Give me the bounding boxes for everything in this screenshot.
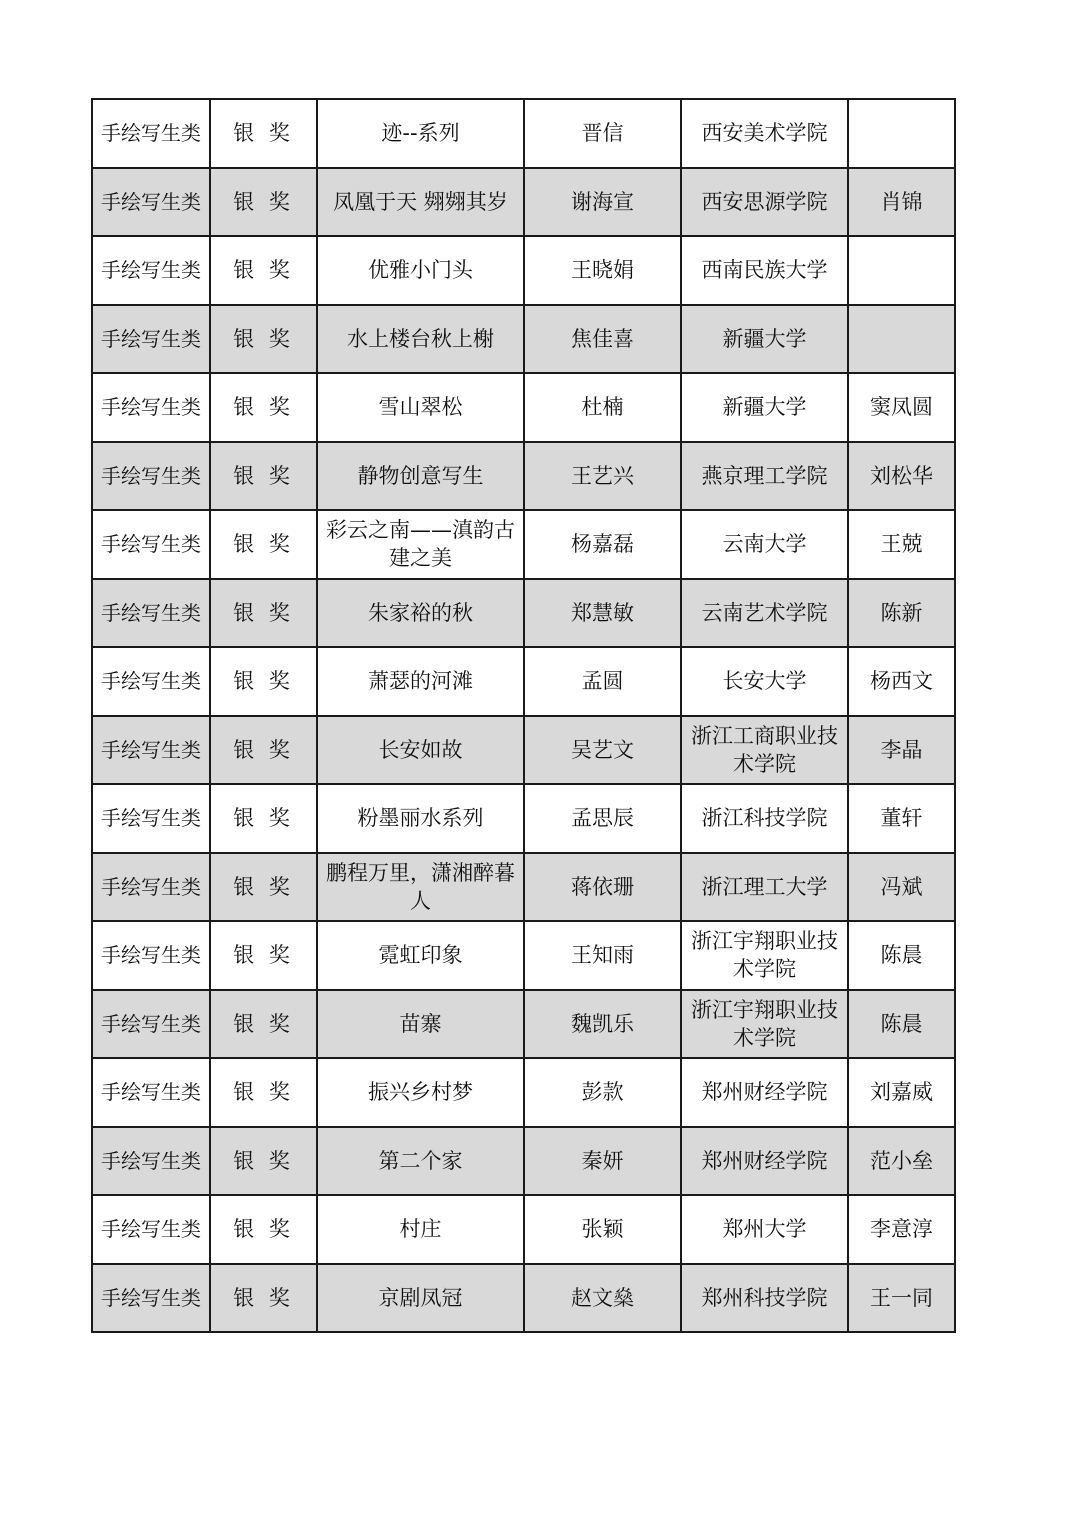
award-cell: 银 奖	[210, 442, 317, 511]
work-title-cell: 萧瑟的河滩	[317, 647, 524, 716]
author-cell: 孟思辰	[524, 784, 681, 853]
table-row	[92, 510, 955, 579]
table-row	[92, 579, 955, 648]
work-title-cell: 村庄	[317, 1195, 524, 1264]
category-cell: 手绘写生类	[92, 236, 210, 305]
school-cell: 西南民族大学	[681, 236, 848, 305]
award-cell: 银 奖	[210, 99, 317, 168]
advisor-cell: 王兢	[848, 510, 955, 579]
school-cell: 云南艺术学院	[681, 579, 848, 648]
advisor-cell: 杨西文	[848, 647, 955, 716]
table-row	[92, 853, 955, 922]
category-cell: 手绘写生类	[92, 990, 210, 1059]
category-cell: 手绘写生类	[92, 168, 210, 237]
award-cell: 银 奖	[210, 1195, 317, 1264]
advisor-cell: 陈晨	[848, 921, 955, 990]
table-row	[92, 305, 955, 374]
category-cell: 手绘写生类	[92, 716, 210, 785]
work-title-cell: 京剧凤冠	[317, 1264, 524, 1333]
award-cell: 银 奖	[210, 1127, 317, 1196]
advisor-cell: 李意淳	[848, 1195, 955, 1264]
advisor-cell: 范小垒	[848, 1127, 955, 1196]
award-cell: 银 奖	[210, 921, 317, 990]
category-cell: 手绘写生类	[92, 921, 210, 990]
advisor-cell: 肖锦	[848, 168, 955, 237]
work-title-cell: 鹏程万里，潇湘醉暮人	[317, 853, 524, 922]
author-cell: 彭款	[524, 1058, 681, 1127]
work-title-cell: 振兴乡村梦	[317, 1058, 524, 1127]
table-row	[92, 716, 955, 785]
author-cell: 孟圆	[524, 647, 681, 716]
school-cell: 郑州大学	[681, 1195, 848, 1264]
award-cell: 银 奖	[210, 1264, 317, 1333]
school-cell: 浙江宇翔职业技术学院	[681, 921, 848, 990]
table-row	[92, 99, 955, 168]
author-cell: 焦佳喜	[524, 305, 681, 374]
author-cell: 王晓娟	[524, 236, 681, 305]
table-row	[92, 1127, 955, 1196]
school-cell: 新疆大学	[681, 305, 848, 374]
school-cell: 西安美术学院	[681, 99, 848, 168]
award-cell: 银 奖	[210, 579, 317, 648]
category-cell: 手绘写生类	[92, 99, 210, 168]
award-cell: 银 奖	[210, 716, 317, 785]
work-title-cell: 凤凰于天 翙翙其岁	[317, 168, 524, 237]
category-cell: 手绘写生类	[92, 1058, 210, 1127]
school-cell: 云南大学	[681, 510, 848, 579]
award-cell: 银 奖	[210, 373, 317, 442]
award-cell: 银 奖	[210, 510, 317, 579]
work-title-cell: 第二个家	[317, 1127, 524, 1196]
author-cell: 张颖	[524, 1195, 681, 1264]
category-cell: 手绘写生类	[92, 579, 210, 648]
work-title-cell: 迹--系列	[317, 99, 524, 168]
school-cell: 郑州财经学院	[681, 1127, 848, 1196]
award-cell: 银 奖	[210, 1058, 317, 1127]
category-cell: 手绘写生类	[92, 1127, 210, 1196]
school-cell: 浙江理工大学	[681, 853, 848, 922]
work-title-cell: 长安如故	[317, 716, 524, 785]
category-cell: 手绘写生类	[92, 373, 210, 442]
work-title-cell: 霓虹印象	[317, 921, 524, 990]
table-row	[92, 236, 955, 305]
school-cell: 新疆大学	[681, 373, 848, 442]
advisor-cell: 刘嘉威	[848, 1058, 955, 1127]
table-row	[92, 168, 955, 237]
advisor-cell: 李晶	[848, 716, 955, 785]
award-cell: 银 奖	[210, 647, 317, 716]
work-title-cell: 朱家裕的秋	[317, 579, 524, 648]
school-cell: 浙江宇翔职业技术学院	[681, 990, 848, 1059]
author-cell: 赵文燊	[524, 1264, 681, 1333]
work-title-cell: 彩云之南——滇韵古建之美	[317, 510, 524, 579]
category-cell: 手绘写生类	[92, 647, 210, 716]
school-cell: 长安大学	[681, 647, 848, 716]
author-cell: 杜楠	[524, 373, 681, 442]
table-row	[92, 647, 955, 716]
category-cell: 手绘写生类	[92, 442, 210, 511]
work-title-cell: 优雅小门头	[317, 236, 524, 305]
table-body	[92, 99, 955, 1332]
category-cell: 手绘写生类	[92, 510, 210, 579]
author-cell: 杨嘉磊	[524, 510, 681, 579]
table-row	[92, 1264, 955, 1333]
author-cell: 郑慧敏	[524, 579, 681, 648]
advisor-cell	[848, 236, 955, 305]
table-row	[92, 1195, 955, 1264]
author-cell: 王艺兴	[524, 442, 681, 511]
work-title-cell: 苗寨	[317, 990, 524, 1059]
table-row	[92, 784, 955, 853]
award-cell: 银 奖	[210, 236, 317, 305]
work-title-cell: 雪山翠松	[317, 373, 524, 442]
advisor-cell: 董轩	[848, 784, 955, 853]
category-cell: 手绘写生类	[92, 1264, 210, 1333]
advisor-cell: 刘松华	[848, 442, 955, 511]
table-row	[92, 442, 955, 511]
advisor-cell: 陈晨	[848, 990, 955, 1059]
work-title-cell: 水上楼台秋上榭	[317, 305, 524, 374]
table-row	[92, 1058, 955, 1127]
work-title-cell: 粉墨丽水系列	[317, 784, 524, 853]
advisor-cell: 冯斌	[848, 853, 955, 922]
school-cell: 浙江工商职业技术学院	[681, 716, 848, 785]
advisor-cell: 陈新	[848, 579, 955, 648]
category-cell: 手绘写生类	[92, 853, 210, 922]
award-results-table	[91, 98, 956, 1333]
award-cell: 银 奖	[210, 853, 317, 922]
school-cell: 浙江科技学院	[681, 784, 848, 853]
author-cell: 晋信	[524, 99, 681, 168]
author-cell: 蒋依珊	[524, 853, 681, 922]
author-cell: 魏凯乐	[524, 990, 681, 1059]
work-title-cell: 静物创意写生	[317, 442, 524, 511]
award-cell: 银 奖	[210, 305, 317, 374]
advisor-cell	[848, 305, 955, 374]
school-cell: 西安思源学院	[681, 168, 848, 237]
author-cell: 王知雨	[524, 921, 681, 990]
author-cell: 吴艺文	[524, 716, 681, 785]
school-cell: 郑州财经学院	[681, 1058, 848, 1127]
table-row	[92, 373, 955, 442]
award-cell: 银 奖	[210, 990, 317, 1059]
school-cell: 郑州科技学院	[681, 1264, 848, 1333]
advisor-cell: 王一同	[848, 1264, 955, 1333]
author-cell: 谢海宣	[524, 168, 681, 237]
category-cell: 手绘写生类	[92, 305, 210, 374]
table-row	[92, 921, 955, 990]
author-cell: 秦妍	[524, 1127, 681, 1196]
table-row	[92, 990, 955, 1059]
advisor-cell	[848, 99, 955, 168]
school-cell: 燕京理工学院	[681, 442, 848, 511]
category-cell: 手绘写生类	[92, 1195, 210, 1264]
advisor-cell: 窦凤圆	[848, 373, 955, 442]
award-cell: 银 奖	[210, 168, 317, 237]
category-cell: 手绘写生类	[92, 784, 210, 853]
award-cell: 银 奖	[210, 784, 317, 853]
